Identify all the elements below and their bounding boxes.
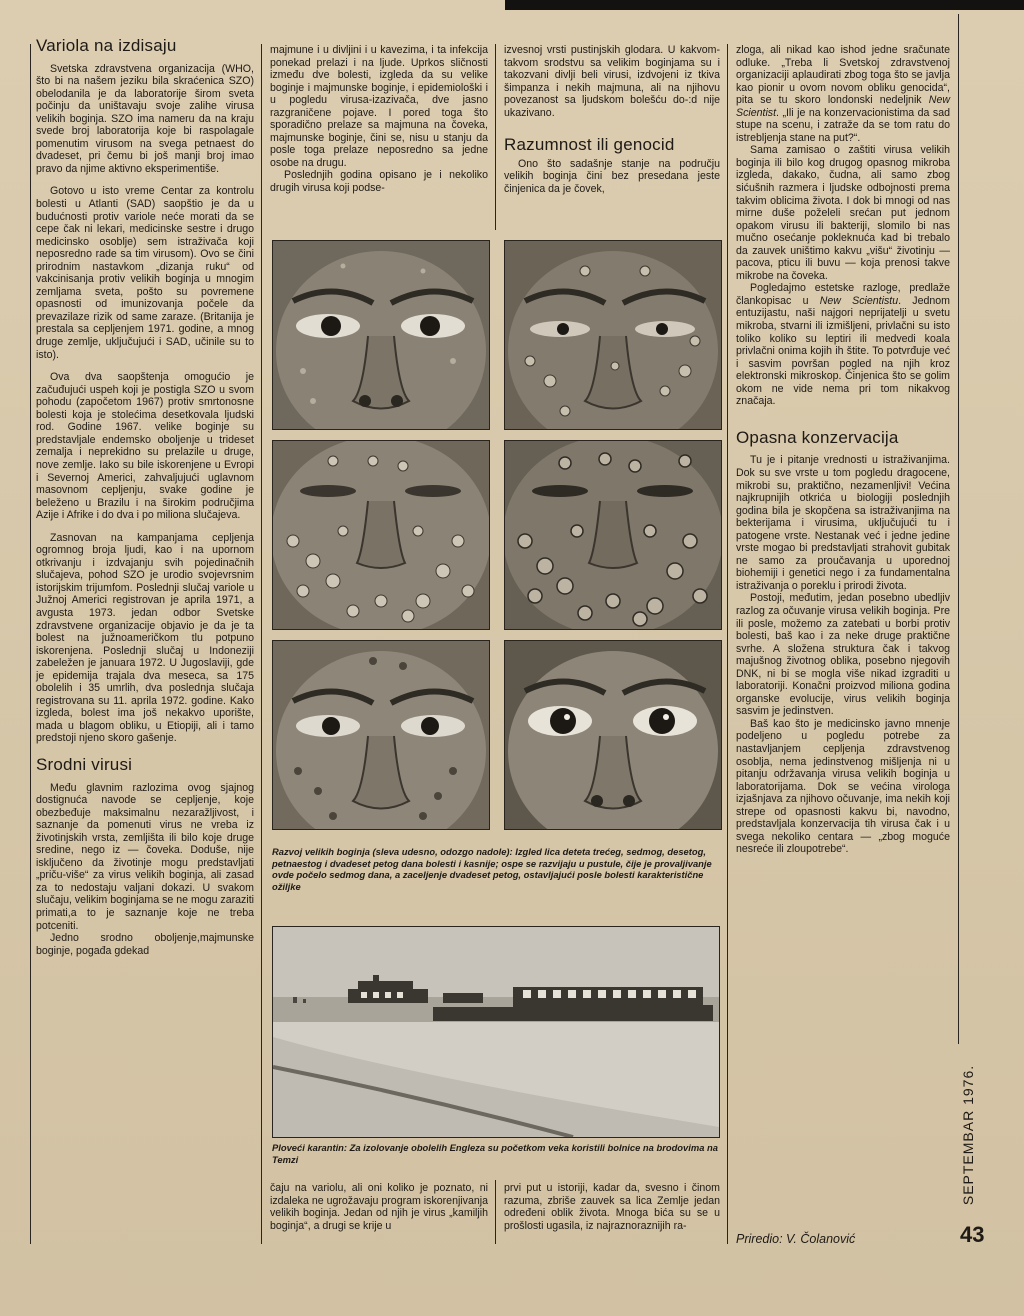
issue-date bbox=[953, 1050, 983, 1220]
photo-face-day-15 bbox=[504, 440, 722, 630]
column-1 bbox=[36, 36, 254, 967]
paragraph: prvi put u istoriji, kadar da, svesno i činom razuma, zbriše zauvek sa lica Zemlje jedan određeni oblik života. Mnoga bića su se u prošlosti ugasila, iz najraznoraznijih ra- bbox=[504, 1182, 720, 1232]
author-credit: Priredio: V. Čolanović bbox=[736, 1232, 856, 1246]
column-rule-left bbox=[30, 44, 31, 1244]
paragraph: Ono što sadašnje stanje na području velikih boginja čini bez presedana jeste činjenica da je čovek, bbox=[504, 157, 720, 195]
section-heading-srodni-virusi: Srodni virusi bbox=[36, 754, 133, 774]
top-edge-bar bbox=[505, 0, 1024, 10]
paragraph: Sama zamisao o zaštiti virusa velikih boginja ili bilo kog drugog opasnog mikroba izgleda, dakako, čudna, ali samo zbog sićušnih razmera i ljudske odbojnosti prema takvim oblicima života. I dok bi mnogi od nas mirne duše poželeli srećan put jednom opakom virusu ili bakteriji, slomilo bi nas mučno osećanje pokleknuća kad bi trebalo da zauvek uništimo kakvu „višu“ životinju — pacova, pticu ili buvu — koja prenosi takve mikrobe na čoveka. bbox=[736, 144, 950, 282]
paragraph: zloga, ali nikad kao ishod jedne sračunate odluke. „Treba li Svetskoj zdravstvenoj organizaciji aplaudirati zbog toga što se javlja kao pionir u ovom novom obliku genocida“, pita se tu skoro londonski nedeljnik New Scientist. „Ili je na konzervacionistima da sad stupe na scenu, i zatraže da se tom ratu do istrebljenja stane na put?“. bbox=[736, 44, 950, 144]
photo-face-day-10 bbox=[272, 440, 490, 630]
column-2-top bbox=[270, 44, 488, 205]
caption-faces: Razvoj velikih boginja (sleva udesno, odozgo nadole): Izgled lica deteta trećeg, sedmog, desetog, petnaestog i dvadeset petog dana bolesti i kasnije; ospe se razvijaju u pustule, čije je provaljivanje ovde počelo sedmog dana, a zaceljenje dvadeset petog, ostavljajući posle bolesti karakteristične ožiljke bbox=[272, 846, 712, 892]
column-rule-right bbox=[958, 14, 959, 1044]
column-4 bbox=[736, 44, 950, 866]
paragraph: Gotovo u isto vreme Centar za kontrolu bolesti u Atlanti (SAD) saopštio je da u budućnosti protiv variole neće morati da se cepe čak ni lekari, medicinske sestre i drugo medicinsko osoblje) sem istraživača koji neposredno rade sa tim virusom). Ovo se čini prirodnim nastavkom „dizanja ruku“ od vakcinisanja protiv velikih boginja u mnogim zemljama sveta, pošto su povremene opasnosti od imunizovanja počele da prevazilaze rizik od same zaraze. (Britanija je prestala sa cepljenjem 1971. godine, a mnog druge zemlje, uključujući i SAD, učinile su to isto). bbox=[36, 185, 254, 361]
paragraph: Ova dva saopštenja omogućio je začuđujući uspeh koji je postigla SZO u svom pohodu (započetom 1967) protiv smrtonosne bolesti koja je stolećima desetkovala ljudski rod. Godine 1967. velike boginje su predstavljale endemsko oboljenje u trideset zemalja i neprekidno su prelazile u druge, nove zemlje. Iako su bile iskorenjene u Evropi i Severnoj Americi, zahvaljujući uglavnom masovnom cepljenju, svake godine je beleženo u Brazilu i na širokim područjima Azije i Afrike i do dva i po miliona slučajeva. bbox=[36, 371, 254, 522]
paragraph: Baš kao što je medicinsko javno mnenje podeljeno u pogledu potrebe za nastavljanjem cepljenja zdravstvenog osoblja, nema jedinstvenog mišljenja ni u pitanju održavanja virusa velikih boginja u laboratorijama. Dok se većina virologa izjašnjava za njihovo očuvanje, ima nekih koji strepe od opasnosti kakvu bi, navodno, predstavljala konzervacija tih virusa čak i u svega nekoliko centara — „zbog moguće nesreće ili zloupotrebe“. bbox=[736, 717, 950, 856]
paragraph: Jedno srodno oboljenje,majmunske boginje, pogađa gdekad bbox=[36, 932, 254, 957]
paragraph: Svetska zdravstvena organizacija (WHO, što bi na našem jeziku bila skraćenica SZO) obelodanila je da laboratorije širom sveta počinju da uništavaju svoje zalihe virusa velikih boginja. SZO ima nameru da na kraju svede broj laboratorija koje bi raspolagale pomenutim virusom na svega petnaest do dvadeset, pri čemu bi još manji broj imao pravo da njime aktivno eksperimentiše. bbox=[36, 62, 254, 175]
column-rule-2b bbox=[495, 1180, 496, 1244]
photo-face-healed bbox=[504, 640, 722, 830]
section-heading-razumnost: Razumnost ili genocid bbox=[504, 135, 675, 155]
paragraph: Među glavnim razlozima ovog sjajnog dostignuća navode se cepljenje, koje obezbeđuje maksimalnu nezaražljivost, i saznanje da pomenuti virus ne vreba iz životinjskih vrsta, zemljišta ili bilo koje druge sredine, nego iz — čoveka. Doduše, nije isključeno da životinje mogu predstavljati „priču-više“ za virus velikih boginja, ali zasad za to nedostaju valjani dokazi. U svakom slučaju, velikim boginjama se ne mogu zaraziti primati,a to je saznanje koje ne treba potceniti. bbox=[36, 781, 254, 932]
page-number: 43 bbox=[960, 1222, 985, 1247]
paragraph: čaju na variolu, ali oni koliko je poznato, ni izdaleka ne ugrožavaju program iskorenjivanja velikih boginja. Jedan od njih je virus „kamiljih boginja“, a drugi se krije u bbox=[270, 1182, 488, 1232]
paragraph: Pogledajmo estetske razloge, predlaže člankopisac u New Scientistu. Jednom entuzijastu, naši najgori neprijatelji u svetu mikroba, stvarni ili izmišljeni, privlačni su isto toliko koliko su leptiri ili medvedi koala privlačni onima kojih ih štite. To potvrđuje već i sasvim površan pogled na njih kroz elektronski mikroskop. Činjenica što se golim okom ne vide nema pri tom nikakvog značaja. bbox=[736, 282, 950, 408]
paragraph: Tu je i pitanje vrednosti u istraživanjima. Dok su sve vrste u tom pogledu dragocene, mikrobi su, praktično, nezamenljivi! Većina najkrupnijih otkrića u biologiji poslednjih godina bila je skopčena sa istraživanjima na bekterijama i virusima, uključujući tu i patogene vrste. Nestanak već i jedne jedine vrste mogao bi predstavljati strahovit gubitak ne samo za proučavanja u uporednoj biohemiji i genetici nego i za fundamentalna istraživanja o poreklu i prirodi života. bbox=[736, 454, 950, 592]
paragraph: Postoji, međutim, jedan posebno ubedljiv razlog za očuvanje virusa velikih boginja. Pre ili posle, možemo za zatebati u borbi protiv bolesti, baš kao i za neke druge praktične svrhe. A složena struktura čak i takvog majušnog životnog oblika, posebno njegovih DNK, ni bi se mogla više nikad izgraditi u laboratoriji. Konačni proizvod miliona godina organske evolucije, virus velikih boginja sasvim je jedinstven. bbox=[736, 592, 950, 718]
section-heading-opasna-konzervacija: Opasna konzervacija bbox=[736, 427, 899, 447]
section-heading-variola: Variola na izdisaju bbox=[36, 36, 177, 55]
column-2-bottom bbox=[270, 1182, 488, 1242]
photo-face-day-3 bbox=[272, 240, 490, 430]
paragraph: majmune i u divljini i u kavezima, i ta infekcija ponekad prelazi i na ljude. Uprkos sličnosti između dve bolesti, izgleda da su velike boginje i majmunske boginje, i epidemiološki i u pogledu virusa-izazivača, dve jasno razgraničene pojave. I pored toga što sporadično prelaze sa majmuna na čoveka, majmunske boginje, čini se, nisu u stanju da posle toga prelaze neposredno sa jedne osobe na drugu. bbox=[270, 44, 488, 169]
paragraph: Zasnovan na kampanjama cepljenja ogromnog broja ljudi, kao i na upornom otkrivanju i izdvajanju svih pojedinačnih slučajeva, pohod SZO je urodio svojevrsnim istorijskim trijumfom. Poslednji slučaj variole u Južnoj Americi registrovan je aprila 1971, a avgusta 1973. jedan odbor Svetske zdravstvene organizacije objavio je da je ta bolest na južnoameričkom tlu potpuno iskorenjena. Poslednji slučaj u Indoneziji zabeležen je januara 1972. U Jugoslaviji, gde je epidemija trajala dva meseca, sa 175 obolelih i 35 umrlih, dva poslednja slučaja registrovana su 11. aprila 1972. godine. Kako izgleda, bolest ima još nekakvo uporište, mada u blagom obliku, u Etiopiji, ali i tamo predstoji njeno skoro gašenje. bbox=[36, 531, 254, 745]
paragraph: izvesnoj vrsti pustinjskih glodara. U kakvom-takvom srodstvu sa velikim boginjama su i takozvani divlji beli virusi, izdvojeni iz tkiva šimpanza i nekih majmuna, ali na njihovu povezanost sa ljudskom bolešću do-:d nije ukazivano. bbox=[504, 44, 720, 119]
column-3-bottom bbox=[504, 1182, 720, 1242]
caption-ships: Ploveći karantin: Za izolovanje obolelih Engleza su početkom veka koristili bolnice na brodovima na Temzi bbox=[272, 1142, 718, 1165]
photo-face-day-25 bbox=[272, 640, 490, 830]
photo-face-day-7 bbox=[504, 240, 722, 430]
paragraph: Poslednjih godina opisano je i nekoliko drugih virusa koji podse- bbox=[270, 169, 488, 195]
photo-hospital-ships bbox=[272, 926, 720, 1138]
column-rule-3 bbox=[727, 44, 728, 1244]
column-rule-1 bbox=[261, 44, 262, 1244]
column-3-top bbox=[504, 44, 720, 205]
column-rule-2 bbox=[495, 44, 496, 230]
issue-date-text: SEPTEMBAR 1976. bbox=[960, 1064, 976, 1206]
